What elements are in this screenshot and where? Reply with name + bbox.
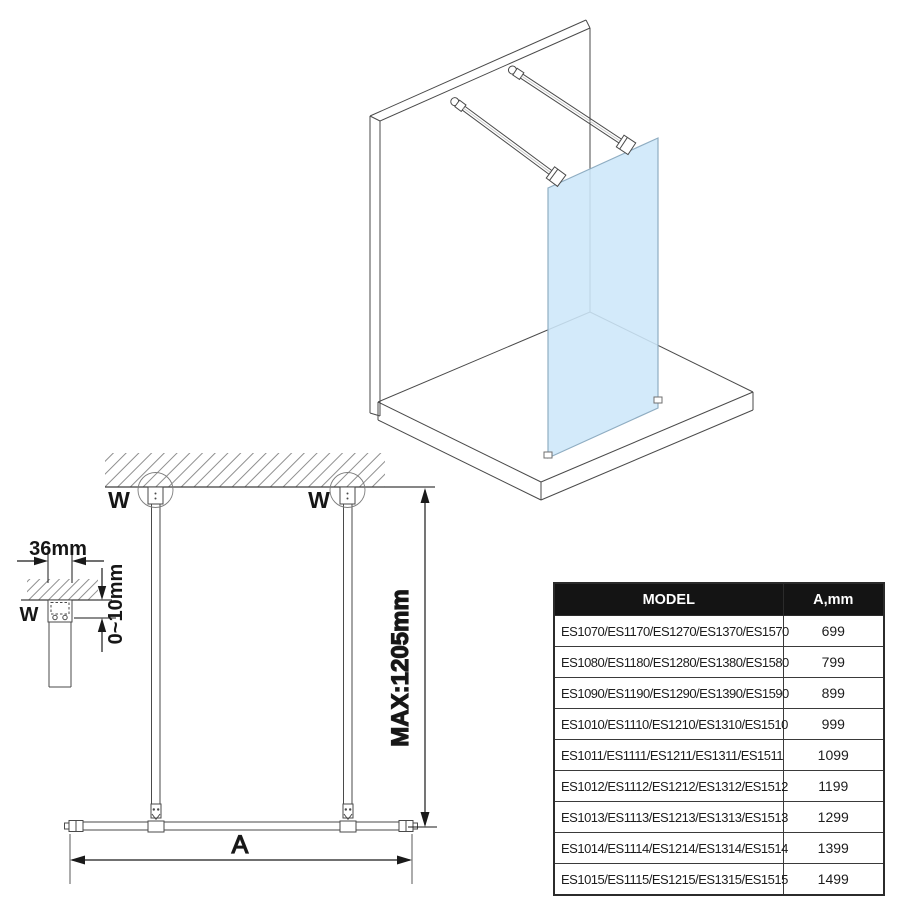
dimension-width-a: [70, 831, 412, 884]
glass-foot: [654, 397, 662, 403]
model-cell: ES1015/ES1115/ES1215/ES1315/ES1515: [554, 864, 783, 896]
table-row: [554, 833, 884, 864]
table-row: [554, 678, 884, 709]
model-table: [553, 582, 885, 896]
table-row: [554, 740, 884, 771]
table-row: [554, 616, 884, 647]
bar-lower-fitting: [343, 804, 353, 818]
a-mm-cell: 1499: [783, 864, 884, 896]
max-length-label: MAX:1205mm: [387, 589, 414, 747]
isometric-view: [370, 20, 753, 500]
model-cell: ES1010/ES1110/ES1210/ES1310/ES1510: [554, 709, 783, 740]
bar-connector-plate: [148, 821, 164, 832]
support-bar-front: [447, 94, 565, 187]
model-cell: ES1014/ES1114/ES1214/ES1314/ES1514: [554, 833, 783, 864]
bar-connector-plate: [340, 821, 356, 832]
profile-width-label: 36mm: [29, 538, 87, 560]
wall-marker-detail: W: [19, 604, 39, 626]
model-cell: ES1011/ES1111/ES1211/ES1311/ES1511: [554, 740, 783, 771]
table-row: [554, 709, 884, 740]
a-mm-cell: 1299: [783, 802, 884, 833]
a-mm-cell: 1399: [783, 833, 884, 864]
detail-bracket: [48, 600, 72, 622]
bar-lower-fitting: [151, 804, 161, 818]
a-mm-cell: 999: [783, 709, 884, 740]
col-header-a-mm: A,mm: [783, 583, 884, 616]
wall-marker-right: W: [308, 487, 330, 513]
glass-panel: [544, 138, 662, 458]
a-mm-cell: 1099: [783, 740, 884, 771]
a-mm-cell: 899: [783, 678, 884, 709]
col-header-model: MODEL: [554, 583, 783, 616]
a-mm-cell: 1199: [783, 771, 884, 802]
table-header-row: [554, 583, 884, 616]
glass-foot: [544, 452, 552, 458]
ceiling-bracket: [340, 487, 355, 504]
table-row: [554, 802, 884, 833]
model-cell: ES1090/ES1190/ES1290/ES1390/ES1590: [554, 678, 783, 709]
ceiling-hatch: [105, 453, 435, 487]
front-view: [17, 453, 437, 884]
table-row: [554, 647, 884, 678]
wall-marker-left: W: [108, 487, 130, 513]
mount-detail: [17, 538, 127, 687]
model-cell: ES1080/ES1180/ES1280/ES1380/ES1580: [554, 647, 783, 678]
table-row: [554, 864, 884, 896]
model-cell: ES1070/ES1170/ES1270/ES1370/ES1570: [554, 616, 783, 647]
support-bar-right: [330, 473, 365, 820]
a-mm-cell: 699: [783, 616, 884, 647]
support-bar-left: [138, 473, 173, 820]
support-bar-rear: [505, 62, 635, 155]
table-row: [554, 771, 884, 802]
width-a-label: A: [231, 831, 249, 859]
dimension-max-length: [387, 488, 437, 827]
adjustment-range-label: 0~10mm: [105, 563, 127, 645]
a-mm-cell: 799: [783, 647, 884, 678]
model-cell: ES1013/ES1113/ES1213/ES1313/ES1513: [554, 802, 783, 833]
ceiling-bracket: [148, 487, 163, 504]
model-cell: ES1012/ES1112/ES1212/ES1312/ES1512: [554, 771, 783, 802]
